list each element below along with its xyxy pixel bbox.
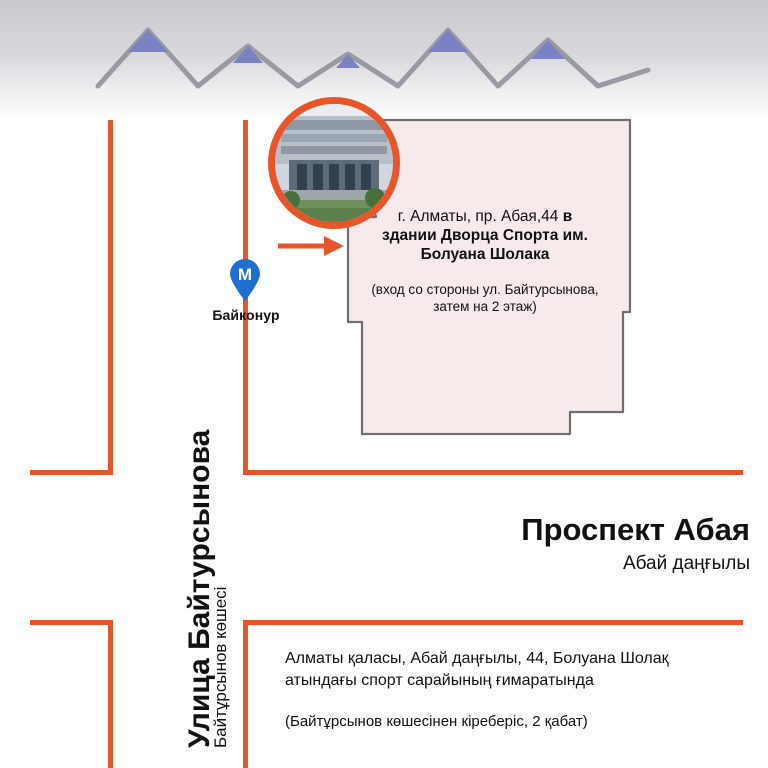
road-vertical-baytursynova-lower: [108, 620, 113, 768]
road-horizontal-left-upper: [30, 470, 113, 475]
address-ru-line1: г. Алматы, пр. Абая,44: [397, 208, 559, 225]
avenue-name-kz: Абай даңғылы: [622, 553, 750, 574]
address-ru-note: (вход со стороны ул. Байтурсынова, затем на 2 этаж): [371, 282, 599, 314]
road-horizontal-left-lower: [30, 620, 113, 625]
footer-address-kz: Алматы қаласы, Абай даңғылы, 44, Болуана Шолақ атындағы спорт сарайының ғимаратында: [285, 650, 669, 689]
arrow-right-icon: [276, 232, 346, 260]
road-horizontal-center-upper: [243, 470, 743, 475]
avenue-name-ru: Проспект Абая: [521, 512, 750, 547]
footer-note-kz: (Байтұрсынов көшесінен кіреберіс, 2 қабат): [285, 713, 588, 730]
address-ru-block: [370, 207, 600, 264]
mountain-range-icon: [0, 0, 768, 120]
svg-text:M: M: [237, 265, 253, 284]
road-vertical-baytursynova-left: [108, 120, 113, 475]
street-name-ru: Улица Байтурсынова: [183, 429, 216, 748]
road-vertical-center-lower: [243, 620, 248, 768]
metro-station-label: Байконур: [212, 307, 280, 323]
building-photo: [268, 97, 400, 229]
building-photo-graphic: [275, 104, 393, 222]
street-name-kz: Байтұрсынов көшесі: [211, 586, 230, 748]
metro-m-icon: [228, 258, 262, 302]
road-horizontal-abay-avenue: [243, 620, 743, 625]
address-ru-bold: в здании Дворца Спорта им. Болуана Шолака: [382, 208, 588, 263]
